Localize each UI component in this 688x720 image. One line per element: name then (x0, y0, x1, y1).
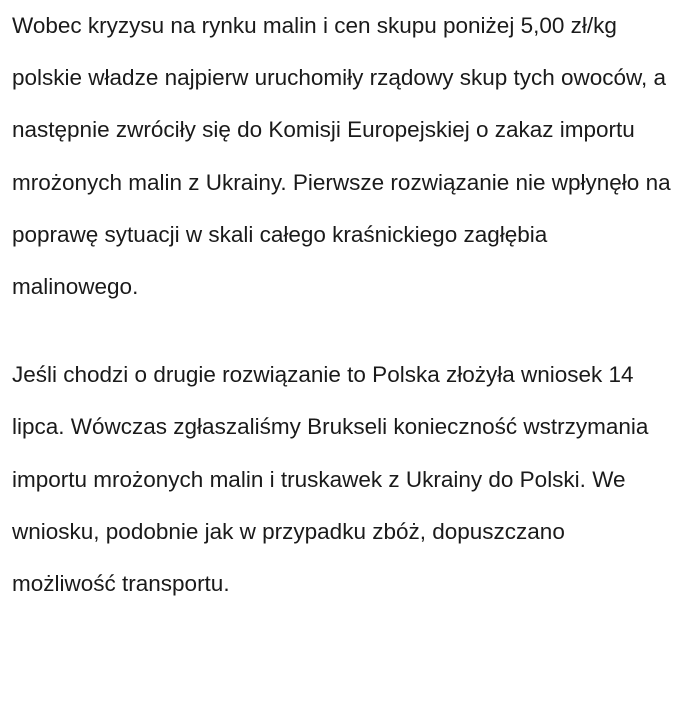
article-paragraph: Jeśli chodzi o drugie rozwiązanie to Polska złożyła wniosek 14 lipca. Wówczas zgłaszaliśmy Brukseli konieczność wstrzymania importu mrożonych malin i truskawek z Ukrainy do Polski. We wniosku, podobnie jak w przypadku zbóż, dopuszczano możliwość transportu. (12, 362, 649, 597)
article-paragraph: Wobec kryzysu na rynku malin i cen skupu poniżej 5,00 zł/kg polskie władze najpierw uruchomiły rządowy skup tych owoców, a następnie zwróciły się do Komisji Europejskiej o zakaz importu mrożonych malin z Ukrainy. Pierwsze rozwiązanie nie wpłynęło na poprawę sytuacji w skali całego kraśnickiego zagłębia malinowego. (12, 13, 671, 300)
